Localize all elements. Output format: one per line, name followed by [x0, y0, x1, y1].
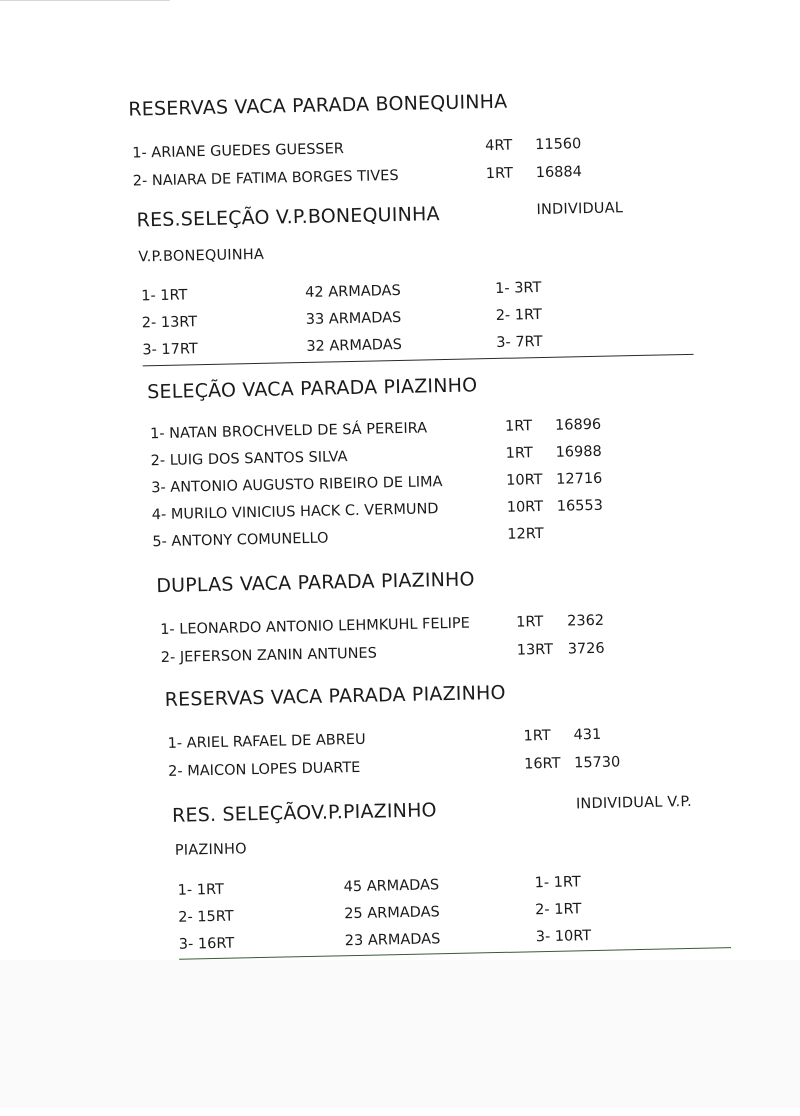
list-item-number: 16884 — [535, 164, 583, 182]
list-item-label: 5- ANTONY COMUNELLO — [152, 530, 329, 551]
section-subtitle: V.P.BONEQUINHA — [138, 246, 265, 266]
rank-cell: 2- 13RT — [141, 314, 198, 332]
list-item-number: 2362 — [566, 612, 605, 630]
list-item-number: 431 — [573, 726, 602, 744]
list-item-code: 1RT — [523, 727, 551, 745]
list-item-code: 4RT — [485, 137, 513, 155]
list-item-label: 2- JEFERSON ZANIN ANTUNES — [160, 645, 378, 667]
list-item-code: 1RT — [516, 614, 544, 631]
rank-cell: 1- 1RT — [141, 287, 188, 305]
list-item-code: 13RT — [516, 641, 554, 659]
section-title-piazinho-reservas: RESERVAS VACA PARADA PIAZINHO — [164, 681, 506, 711]
list-item-label: 3- ANTONIO AUGUSTO RIBEIRO DE LIMA — [151, 474, 443, 497]
individual-label: INDIVIDUAL — [536, 200, 624, 219]
section-divider — [143, 354, 694, 367]
section-title-piazinho-res-selecao: RES. SELEÇÃOV.P.PIAZINHO — [171, 799, 437, 827]
list-item-number: 16896 — [554, 416, 602, 434]
list-item-code: 10RT — [506, 499, 544, 516]
list-item-label: 2- MAICON LOPES DUARTE — [168, 759, 361, 780]
individual-cell: 3- 7RT — [496, 333, 543, 351]
individual-cell: 1- 1RT — [534, 874, 581, 892]
armadas-cell: 45 ARMADAS — [343, 877, 440, 896]
armadas-cell: 42 ARMADAS — [305, 282, 401, 301]
section-title-piazinho-duplas: DUPLAS VACA PARADA PIAZINHO — [156, 568, 475, 598]
list-item-label: 2- NAIARA DE FATIMA BORGES TIVES — [132, 167, 399, 190]
individual-cell: 3- 10RT — [535, 928, 592, 946]
individual-cell: 2- 1RT — [535, 901, 582, 919]
list-item-label: 1- ARIEL RAFAEL DE ABREU — [167, 731, 366, 752]
list-item-number: 11560 — [535, 136, 582, 154]
list-item-number: 12716 — [556, 470, 603, 488]
section-title-piazinho-selecao: SELEÇÃO VACA PARADA PIAZINHO — [147, 374, 478, 404]
section-divider — [179, 947, 731, 960]
armadas-cell: 23 ARMADAS — [344, 931, 441, 950]
list-item-label: 1- NATAN BROCHVELD DE SÁ PEREIRA — [149, 420, 428, 443]
individual-cell: 1- 3RT — [495, 279, 542, 297]
list-item-code: 12RT — [507, 525, 544, 543]
armadas-cell: 32 ARMADAS — [306, 336, 403, 355]
list-item-code: 16RT — [523, 755, 561, 773]
scan-edge-line — [0, 0, 170, 1]
list-item-code: 10RT — [506, 472, 543, 489]
list-item-label: 1- ARIANE GUEDES GUESSER — [132, 141, 345, 162]
section-title-bonequinha-selecao: RES.SELEÇÃO V.P.BONEQUINHA — [136, 203, 440, 232]
list-item-code: 1RT — [505, 445, 533, 462]
list-item-label: 4- MURILO VINICIUS HACK C. VERMUND — [151, 501, 439, 524]
list-item-number: 15730 — [573, 754, 621, 772]
list-item-code: 1RT — [485, 165, 514, 183]
list-item-number: 16988 — [555, 443, 602, 461]
list-item-label: 1- LEONARDO ANTONIO LEHMKUHL FELIPE — [160, 615, 471, 639]
list-item-code: 1RT — [504, 418, 533, 435]
section-subtitle: PIAZINHO — [174, 841, 247, 859]
individual-cell: 2- 1RT — [495, 306, 543, 324]
list-item-label: 2- LUIG DOS SANTOS SILVA — [150, 449, 348, 470]
armadas-cell: 33 ARMADAS — [305, 309, 402, 328]
individual-label: INDIVIDUAL V.P. — [575, 793, 693, 813]
section-title-bonequinha-reservas: RESERVAS VACA PARADA BONEQUINHA — [128, 90, 508, 121]
rank-cell: 1- 1RT — [177, 881, 225, 899]
rank-cell: 3- 17RT — [142, 341, 198, 359]
rank-cell: 2- 15RT — [178, 908, 234, 926]
rank-cell: 3- 16RT — [178, 935, 235, 953]
armadas-cell: 25 ARMADAS — [344, 904, 440, 923]
list-item-number: 3726 — [567, 640, 605, 658]
list-item-number: 16553 — [556, 497, 604, 515]
